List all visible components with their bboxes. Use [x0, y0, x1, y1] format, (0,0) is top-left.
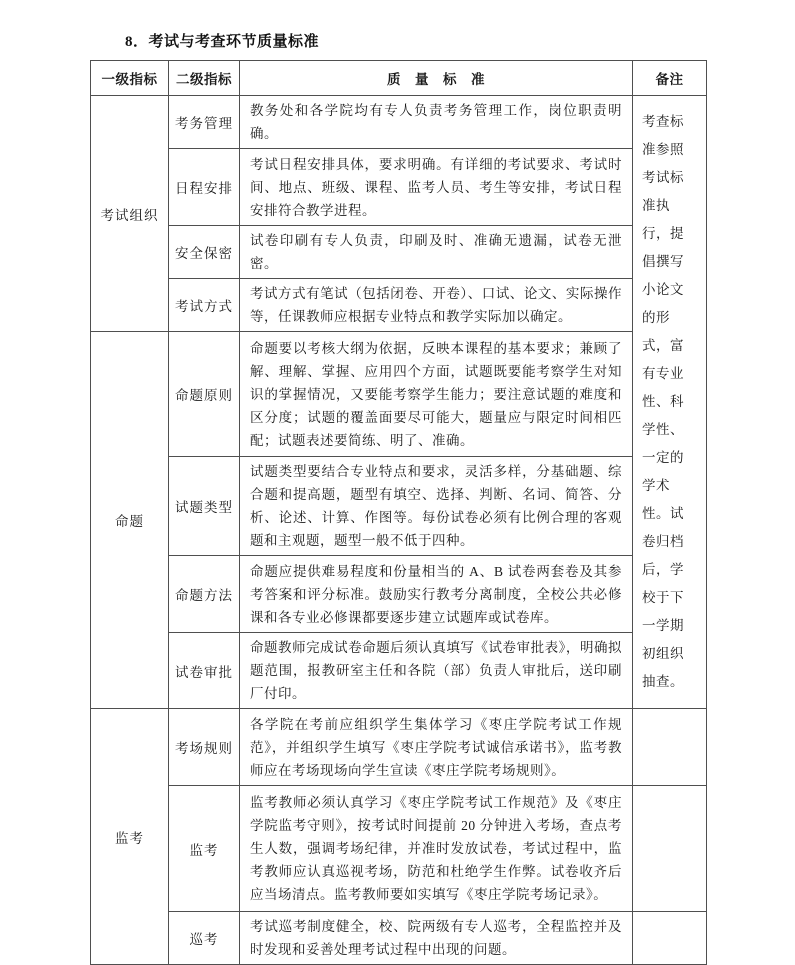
level2-cell: 考场规则 — [169, 709, 240, 786]
table-row — [91, 709, 707, 786]
level2-cell: 考务管理 — [169, 96, 240, 149]
header-level1-indicator: 一级指标 — [91, 61, 169, 96]
header-quality-standard: 质 量 标 准 — [240, 61, 633, 96]
standard-cell: 命题要以考核大纲为依据，反映本课程的基本要求；兼顾了解、理解、掌握、应用四个方面，试题既要能考察学生对知识的掌握情况，又要能考察学生能力；要注意试题的难度和区分度；试题的覆盖面要尽可能大，题量应与限定时间相匹配；试题表述要简练、明了、准确。 — [240, 332, 633, 457]
table-header-row — [91, 61, 707, 96]
remark-cell-empty — [633, 786, 707, 912]
standard-cell: 考试方式有笔试（包括闭卷、开卷）、口试、论文、实际操作等，任课教师应根据专业特点和教学实际加以确定。 — [240, 279, 633, 332]
level2-cell: 监考 — [169, 786, 240, 912]
level2-cell: 安全保密 — [169, 226, 240, 279]
level2-cell: 命题方法 — [169, 556, 240, 633]
standard-cell: 监考教师必须认真学习《枣庄学院考试工作规范》及《枣庄学院监考守则》，按考试时间提前 20 分钟进入考场，查点考生人数，强调考场纪律，并准时发放试卷，考试过程中，监考教师应认真巡视考场，防范和杜绝学生作弊。试卷收齐后应当场清点。监考教师要如实填写《枣庄学院考场记录》。 — [240, 786, 633, 912]
standard-cell: 试卷印刷有专人负责，印刷及时、准确无遗漏，试卷无泄密。 — [240, 226, 633, 279]
level2-cell: 命题原则 — [169, 332, 240, 457]
level2-cell: 试题类型 — [169, 457, 240, 556]
table-row — [91, 96, 707, 149]
standard-cell: 教务处和各学院均有专人负责考务管理工作，岗位职责明确。 — [240, 96, 633, 149]
remark-cell-empty — [633, 912, 707, 965]
table-row — [91, 149, 707, 226]
standard-cell: 考试日程安排具体，要求明确。有详细的考试要求、考试时间、地点、班级、课程、监考人员、考生等安排，考试日程安排符合教学进程。 — [240, 149, 633, 226]
table-row — [91, 457, 707, 556]
level2-cell: 日程安排 — [169, 149, 240, 226]
table-row — [91, 633, 707, 709]
header-level2-indicator: 二级指标 — [169, 61, 240, 96]
remark-cell-empty — [633, 709, 707, 786]
standard-cell: 考试巡考制度健全，校、院两级有专人巡考，全程监控并及时发现和妥善处理考试过程中出现的问题。 — [240, 912, 633, 965]
standard-cell: 试题类型要结合专业特点和要求，灵活多样，分基础题、综合题和提高题，题型有填空、选择、判断、名词、简答、分析、论述、计算、作图等。每份试卷必须有比例合理的客观题和主观题，题型一般不低于四种。 — [240, 457, 633, 556]
level1-cell-exam-organization: 考试组织 — [91, 96, 169, 332]
table-row — [91, 556, 707, 633]
standard-cell: 命题教师完成试卷命题后须认真填写《试卷审批表》，明确拟题范围，报教研室主任和各院（部）负责人审批后，送印刷厂付印。 — [240, 633, 633, 709]
header-remark: 备注 — [633, 61, 707, 96]
table-row — [91, 226, 707, 279]
level1-cell-invigilation: 监考 — [91, 709, 169, 965]
table-row — [91, 786, 707, 912]
level2-cell: 试卷审批 — [169, 633, 240, 709]
level1-cell-proposition: 命题 — [91, 332, 169, 709]
level2-cell: 巡考 — [169, 912, 240, 965]
standard-cell: 命题应提供难易程度和份量相当的 A、B 试卷两套卷及其参考答案和评分标准。鼓励实行教考分离制度，全校公共必修课和各专业必修课都要逐步建立试题库或试卷库。 — [240, 556, 633, 633]
table-row — [91, 279, 707, 332]
standard-cell: 各学院在考前应组织学生集体学习《枣庄学院考试工作规范》，并组织学生填写《枣庄学院考试诚信承诺书》，监考教师应在考场现场向学生宣读《枣庄学院考场规则》。 — [240, 709, 633, 786]
quality-standards-table — [90, 60, 707, 965]
table-row — [91, 332, 707, 457]
level2-cell: 考试方式 — [169, 279, 240, 332]
page-title: 8．考试与考查环节质量标准 — [125, 34, 320, 50]
table-row — [91, 912, 707, 965]
remark-cell: 考查标准参照考试标准执行，提倡撰写小论文的形式，富有专业性、科学性、一定的学术性。试卷归档后，学校于下一学期初组织抽查。 — [633, 96, 707, 709]
